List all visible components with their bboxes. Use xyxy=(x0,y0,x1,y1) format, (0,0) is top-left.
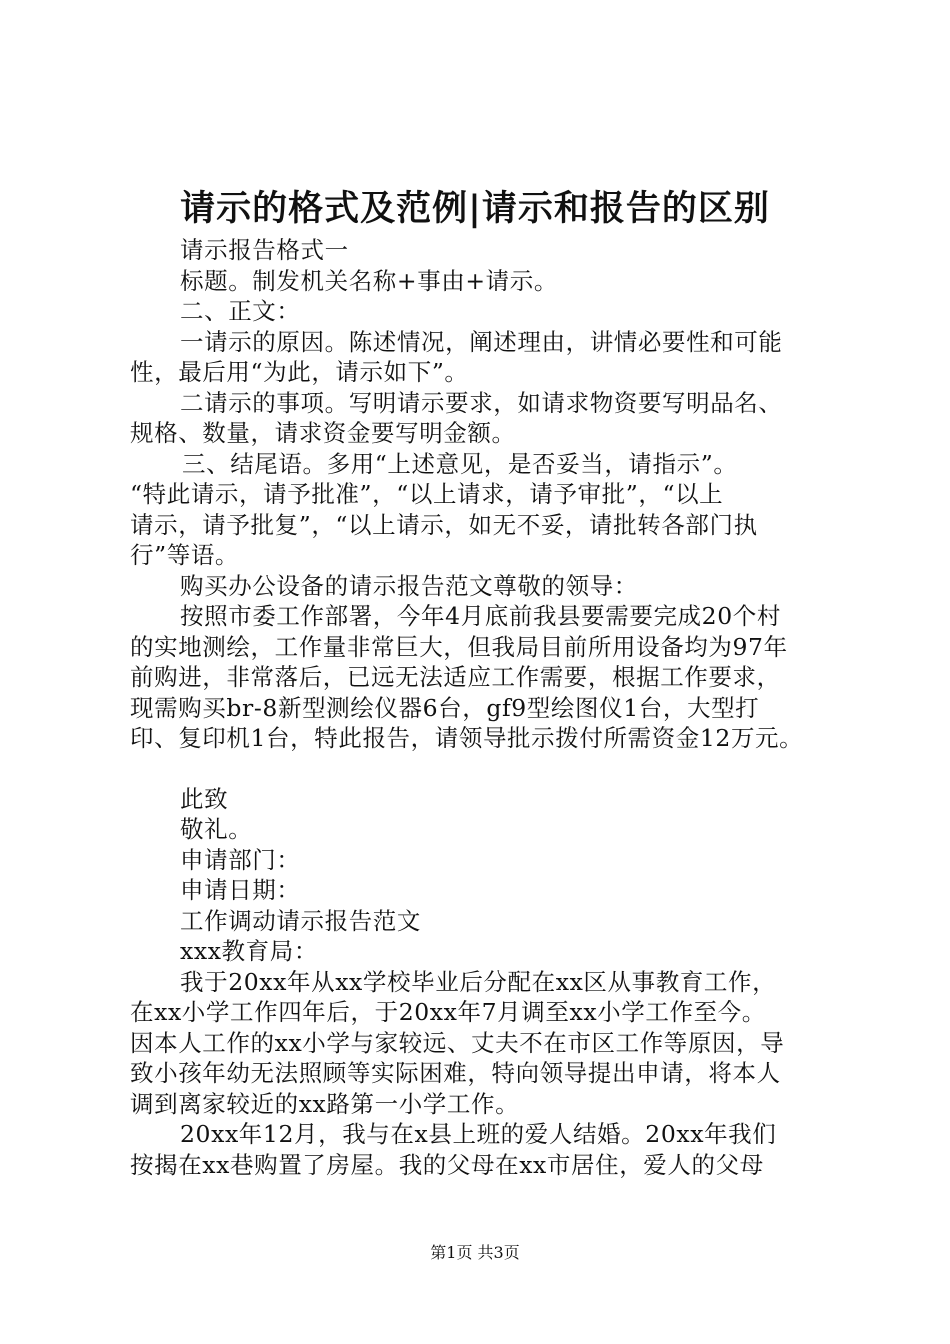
text-line: 购买办公设备的请示报告范文尊敬的领导： xyxy=(180,571,638,600)
text-line: 三、结尾语。多用“上述意见，是否妥当，请指示”。 xyxy=(182,449,738,478)
text-line: 调到离家较近的xx路第一小学工作。 xyxy=(130,1089,520,1118)
text-line: 敬礼。 xyxy=(180,815,253,843)
text-line: 20xx年12月，我与在x县上班的爱人结婚。20xx年我们 xyxy=(180,1120,777,1148)
text-line: 二、正文： xyxy=(180,297,301,325)
text-line: 此致 xyxy=(180,784,229,813)
text-line: 标题。制发机关名称+事由+请示。 xyxy=(180,266,558,295)
text-line: 前购进，非常落后，已远无法适应工作需要，根据工作要求， xyxy=(130,663,781,691)
text-line: 因本人工作的xx小学与家较远、丈夫不在市区工作等原因，导 xyxy=(130,1028,785,1057)
text-line: 请示报告格式一 xyxy=(180,236,349,264)
text-line: 致小孩年幼无法照顾等实际困难，特向领导提出申请，将本人 xyxy=(130,1059,781,1087)
text-line: xxx教育局： xyxy=(180,937,318,965)
text-line: 申请部门： xyxy=(180,845,301,874)
text-line: 印、复印机1台，特此报告，请领导批示拨付所需资金12万元。 xyxy=(130,724,804,752)
document-body xyxy=(130,235,840,1180)
document-title: 请示的格式及范例|请示和报告的区别 xyxy=(180,188,770,229)
text-line: 行”等语。 xyxy=(130,541,240,569)
text-line: 工作调动请示报告范文 xyxy=(180,906,421,935)
text-line: 现需购买br-8新型测绘仪器6台，gf9型绘图仪1台，大型打 xyxy=(130,693,760,722)
text-line: 性，最后用“为此，请示如下”。 xyxy=(130,358,469,386)
text-line: 按照市委工作部署，今年4月底前我县要需要完成20个村 xyxy=(180,602,781,630)
text-line: 我于20xx年从xx学校毕业后分配在xx区从事教育工作， xyxy=(180,967,777,996)
text-line: 规格、数量，请求资金要写明金额。 xyxy=(130,419,516,447)
text-line: 在xx小学工作四年后，于20xx年7月调至xx小学工作至今。 xyxy=(130,998,766,1026)
blank-line xyxy=(130,754,840,784)
text-line: 请示，请予批复”，“以上请示，如无不妥，请批转各部门执 xyxy=(130,510,758,539)
text-line: “特此请示，请予批准”，“以上请求，请予审批”，“以上 xyxy=(130,480,724,508)
text-line: 二请示的事项。写明请示要求，如请求物资要写明品名、 xyxy=(180,388,783,417)
text-line: 按揭在xx巷购置了房屋。我的父母在xx市居住，爱人的父母 xyxy=(130,1150,764,1179)
text-line: 的实地测绘，工作量非常巨大，但我局目前所用设备均为97年 xyxy=(130,632,788,661)
page-footer: 第1页 共3页 xyxy=(430,1243,520,1262)
text-line: 一请示的原因。陈述情况，阐述理由，讲情必要性和可能 xyxy=(180,327,783,356)
text-line: 申请日期： xyxy=(180,876,301,904)
